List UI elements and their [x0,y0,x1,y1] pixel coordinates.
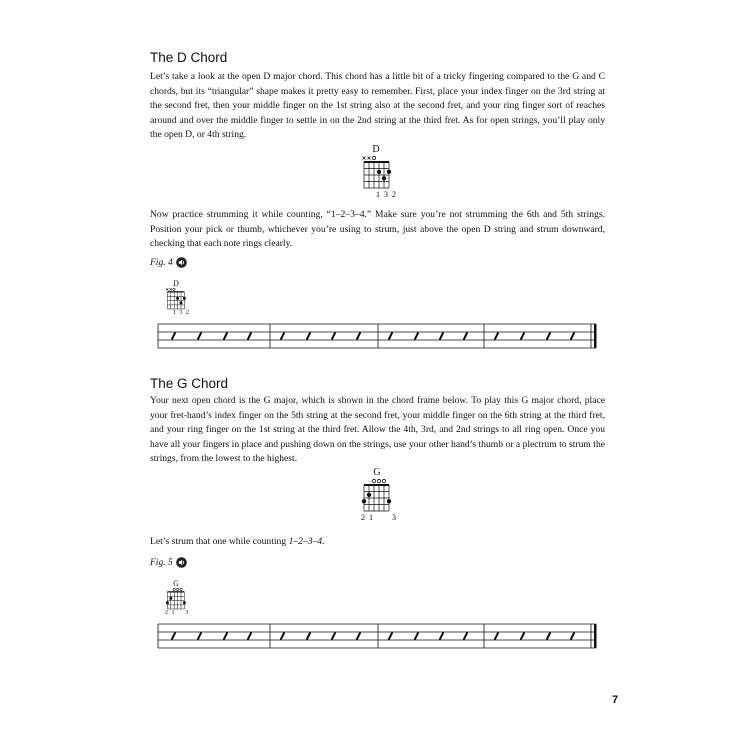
speaker-icon[interactable] [176,557,187,568]
g-chord-fingering: 2 1 3 [361,513,397,522]
fig-5-chord-name: G [173,579,179,588]
fig-4-label-row [150,257,187,268]
page-number: 7 [612,694,619,706]
d-chord-fingering: 1 3 2 [376,190,397,199]
fig-5-label: Fig. 5 [150,557,173,568]
g-chord-practice-paragraph [150,535,605,550]
d-chord-practice-paragraph: Now practice strumming it while counting, “1–2–3–4.” Make sure you’re not strumming the 6th and 5th strings. Position your pick or thumb, whichever you’re using to strum, just above the open D string and strum downward, checking that each note rings clearly. [150,209,605,250]
g-practice-suffix: . [322,536,325,547]
fig-4-rhythm-staff [158,322,598,354]
g-practice-text: Let’s strum that one while counting [150,536,289,547]
fig-4-fingering: 1 3 2 [173,310,190,316]
g-chord-intro-paragraph: Your next open chord is the G major, which is shown in the chord frame below. To play this G major chord, place your fret-hand’s index finger on the 5th string at the second fret, your middle finger on the 6th string at the third fret, and your ring finger on the 1st string at the third fret. Allow the 4th, 3rd, and 2nd strings to all ring open. Once you have all your fingers in place and pushing down on the strings, use your other hand’s thumb or a plectrum to strum the strings, from the lowest to the highest. [150,395,605,465]
fig-4-chord-name: D [173,279,179,288]
fig-5-rhythm-staff [158,622,598,654]
section-title-d-chord: The D Chord [150,50,228,65]
d-chord-intro-paragraph: Let’s take a look at the open D major chord. This chord has a little bit of a tricky fingering compared to the G and C chords, but its “triangular” shape makes it pretty easy to remember. First, place your index finger on the 3rd string at the second fret, then your middle finger on the 1st string also at the second fret, and your ring finger sort of reaches around and over the middle finger to settle in on the 2nd string at the third fret. As for open strings, you’ll play only the open D, or 4th string. [150,71,605,141]
d-chord-string-markers [363,156,376,159]
fig-5-label-row [150,557,187,568]
g-practice-count: 1–2–3–4 [288,536,323,547]
g-chord-frame-name: G [373,467,381,478]
section-title-g-chord: The G Chord [150,376,229,391]
d-chord-frame-name: D [372,144,380,155]
fig-4-label: Fig. 4 [150,257,173,268]
speaker-icon[interactable] [176,257,187,268]
fig-5-fingering: 2 1 3 [165,610,190,616]
